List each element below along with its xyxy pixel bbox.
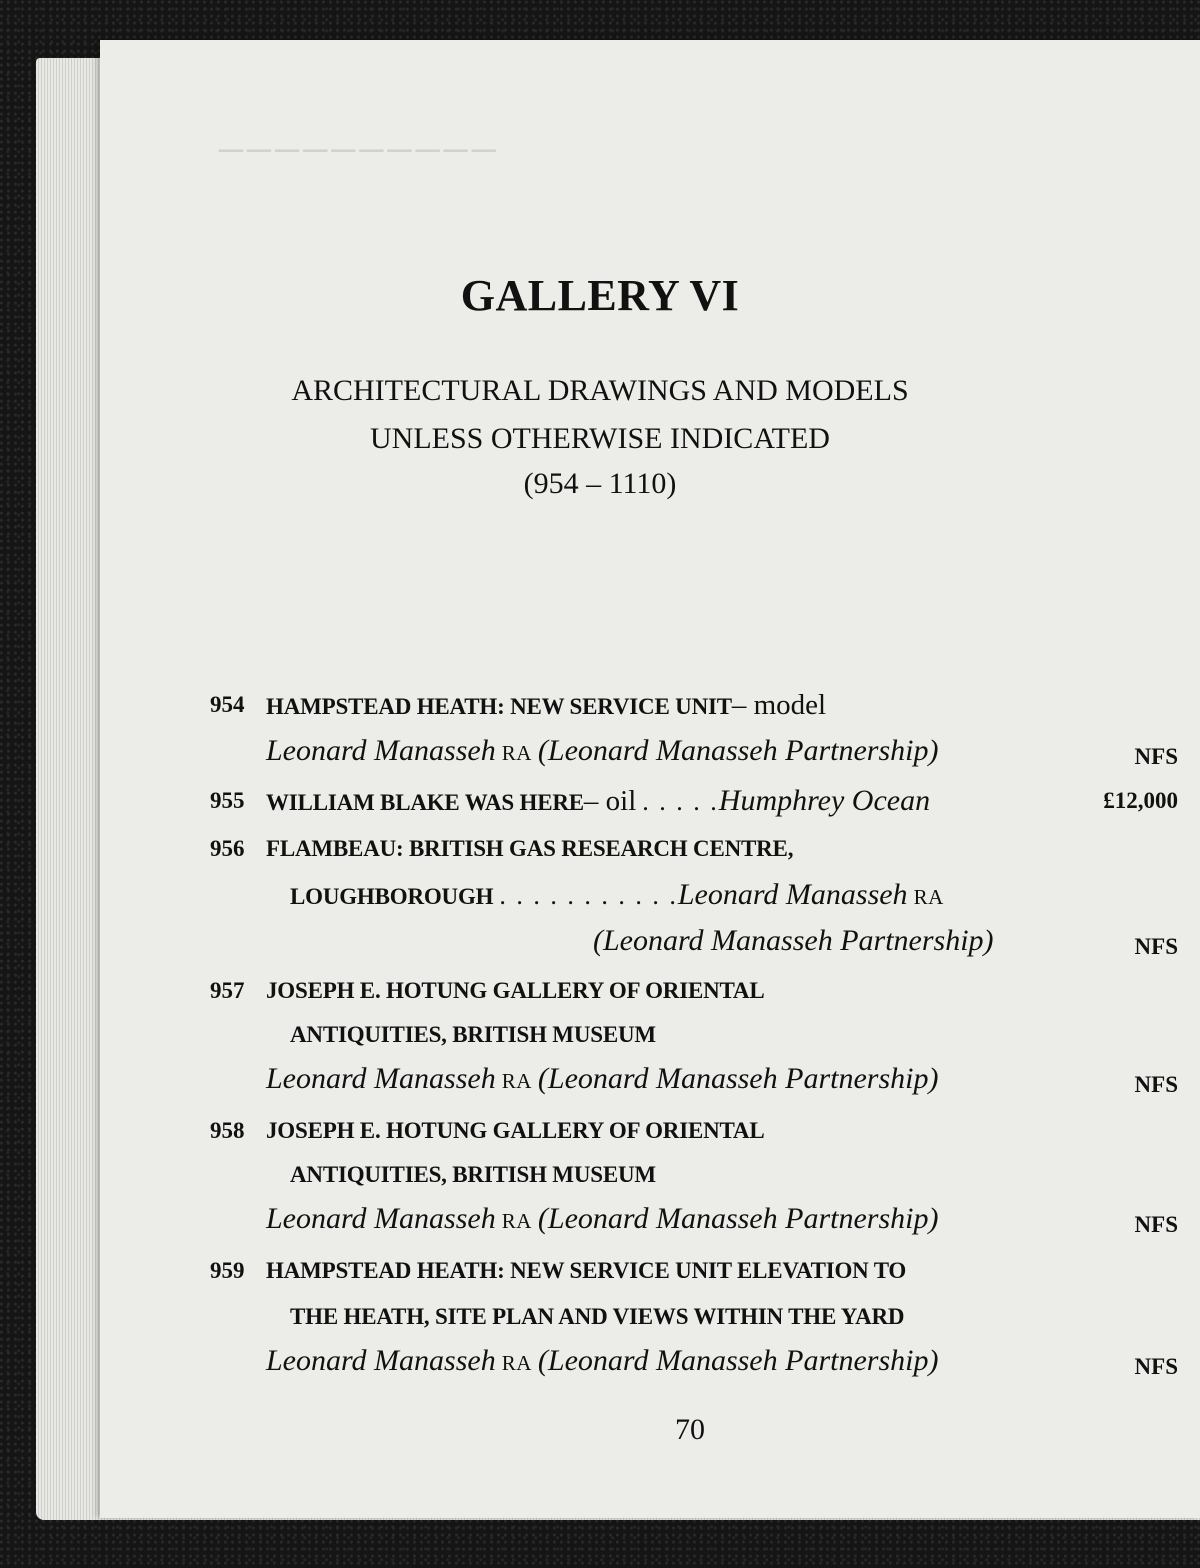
- entry-price: NFS: [1134, 1212, 1178, 1237]
- page-title: GALLERY VI: [460, 271, 740, 320]
- entry-honour: RA: [913, 885, 944, 909]
- book-page: [100, 40, 1200, 1518]
- entry-number: 954: [210, 692, 245, 717]
- entry-price: NFS: [1134, 744, 1178, 769]
- entry-number: 958: [210, 1118, 245, 1143]
- entry-practice: (Leonard Manasseh Partnership): [537, 1344, 939, 1377]
- entry-number: 957: [210, 978, 245, 1003]
- entry-artist: Leonard Manasseh: [266, 1062, 496, 1095]
- entry-title: HAMPSTEAD HEATH: NEW SERVICE UNIT ELEVATION TO: [266, 1258, 907, 1283]
- entry-practice: (Leonard Manasseh Partnership): [593, 924, 994, 957]
- section-subtitle-2: UNLESS OTHERWISE INDICATED: [370, 422, 830, 455]
- entry-artist: Humphrey Ocean: [718, 784, 931, 817]
- entry-number: 956: [210, 836, 245, 861]
- entry-number: 955: [210, 788, 245, 813]
- entry-title: WILLIAM BLAKE WAS HERE: [266, 790, 584, 815]
- entry-practice: (Leonard Manasseh Partnership): [537, 734, 939, 767]
- entry-honour: RA: [501, 1069, 532, 1093]
- entry-price: NFS: [1134, 1354, 1178, 1379]
- leader-dots: . . . . . . . . . . .: [499, 881, 678, 910]
- entry-artist: Leonard Manasseh: [266, 1202, 496, 1235]
- entry-title-line2: ANTIQUITIES, BRITISH MUSEUM: [290, 1162, 656, 1187]
- entry-artist: Leonard Manasseh: [266, 1344, 496, 1377]
- entry-price: NFS: [1134, 1072, 1178, 1097]
- entry-artist: Leonard Manasseh: [677, 878, 908, 911]
- show-through-text: ──────────: [215, 132, 496, 169]
- leader-dots: . . . . .: [642, 787, 719, 816]
- entry-practice: (Leonard Manasseh Partnership): [537, 1202, 939, 1235]
- page-number: 70: [675, 1413, 705, 1446]
- entry-title: JOSEPH E. HOTUNG GALLERY OF ORIENTAL: [266, 1118, 765, 1143]
- entry-title: JOSEPH E. HOTUNG GALLERY OF ORIENTAL: [266, 978, 765, 1003]
- entry-honour: RA: [501, 741, 532, 765]
- entry-number: 959: [210, 1258, 245, 1283]
- entry-practice: (Leonard Manasseh Partnership): [537, 1062, 939, 1095]
- entry-honour: RA: [501, 1351, 532, 1375]
- entry-title: FLAMBEAU: BRITISH GAS RESEARCH CENTRE,: [266, 836, 794, 861]
- entry-title-line2: LOUGHBOROUGH: [290, 884, 494, 909]
- entry-title-line2: THE HEATH, SITE PLAN AND VIEWS WITHIN THE YARD: [290, 1304, 905, 1329]
- entry-honour: RA: [501, 1209, 532, 1233]
- entry-artist: Leonard Manasseh: [266, 734, 496, 767]
- entry-title-line2: ANTIQUITIES, BRITISH MUSEUM: [290, 1022, 656, 1047]
- entry-price: NFS: [1134, 934, 1178, 959]
- entry-price: £12,000: [1103, 788, 1178, 813]
- entry-title: HAMPSTEAD HEATH: NEW SERVICE UNIT: [266, 694, 732, 719]
- section-subtitle: ARCHITECTURAL DRAWINGS AND MODELS: [291, 374, 909, 407]
- entry-medium: – oil: [583, 785, 637, 817]
- entry-medium: – model: [731, 689, 827, 721]
- catalogue-range: (954 – 1110): [523, 467, 677, 500]
